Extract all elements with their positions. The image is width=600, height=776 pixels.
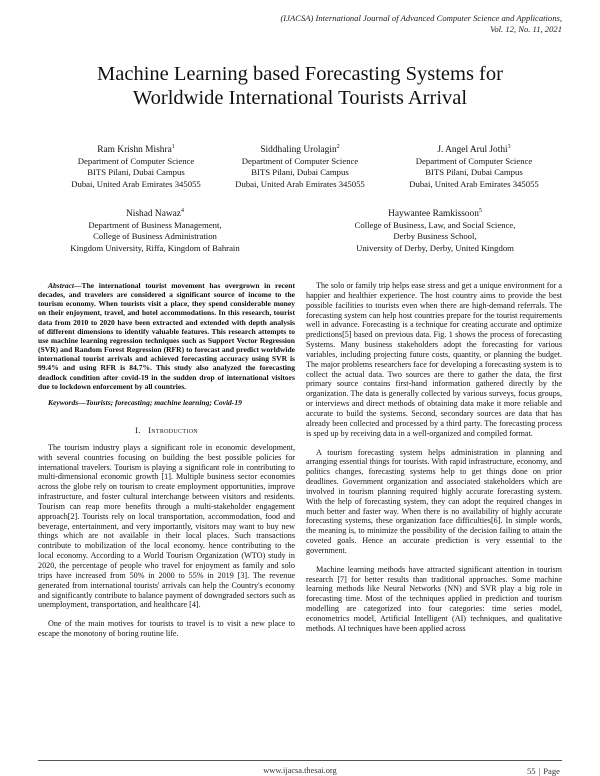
author-index: 1 <box>171 143 175 150</box>
author-address: Kingdom University, Riffa, Kingdom of Bahrain <box>70 242 240 253</box>
footer-rule <box>38 760 562 761</box>
keywords <box>38 398 295 407</box>
author-block-5 <box>310 209 560 254</box>
abstract-label: Abstract <box>48 281 74 290</box>
abstract <box>38 281 295 391</box>
author-index: 3 <box>507 143 511 150</box>
author-block-4 <box>30 209 280 254</box>
author-org: College of Business Administration <box>93 231 217 242</box>
author-index: 5 <box>478 207 482 214</box>
page-label: Page <box>543 766 560 776</box>
author-dept: Department of Business Management, <box>88 220 222 231</box>
journal-name: (IJACSA) International Journal of Advanced Computer Science and Applications, <box>280 13 562 23</box>
author-dept: Department of Computer Science <box>77 156 195 167</box>
journal-volume: Vol. 12, No. 11, 2021 <box>490 24 562 34</box>
author-block-3 <box>386 145 562 190</box>
paragraph: A tourism forecasting system helps administration in planning and arranging essential things for tourists. With rapid infrastructure, economy, and politics changes, forecasting systems help to get things done on prior deadlines. Government organization and associated stakeholders which are involved in tourism planning required highly accurate forecasting system. With the help of forecasting system, they can adopt the required changes in much better and faster way. When there is no availability of highly accurate forecasting systems, these organization face difficulties[6]. In simple words, the meaning is, to minimize the possibility of the decision failing to attain the coveted goals. Hence an accurate prediction is very essential to the government. <box>306 447 562 555</box>
author-dept: Department of Computer Science <box>415 156 533 167</box>
author-dept: Department of Computer Science <box>241 156 359 167</box>
page-number-value: 55 <box>526 766 536 776</box>
author-org: BITS Pilani, Dubai Campus <box>251 167 349 178</box>
author-org: BITS Pilani, Dubai Campus <box>425 167 523 178</box>
author-name: J. Angel Arul Jothi <box>437 145 508 155</box>
title-line-1: Machine Learning based Forecasting Systems for <box>97 63 503 85</box>
keywords-label: Keywords <box>48 397 79 407</box>
paragraph: One of the main motives for tourists to travel is to visit a new place to escape the monotony of boring routine life. <box>38 619 295 639</box>
author-index: 4 <box>180 207 184 214</box>
author-name: Haywantee Ramkissoon <box>388 209 479 219</box>
author-index: 2 <box>336 143 340 150</box>
section-title: Introduction <box>148 425 198 436</box>
section-heading <box>38 426 295 436</box>
author-name: Ram Krishn Mishra <box>97 145 172 155</box>
journal-header <box>222 13 562 35</box>
author-block-2 <box>222 145 378 190</box>
author-dept: College of Business, Law, and Social Science, <box>354 220 516 231</box>
keywords-text: —Tourists; forecasting; machine learning; Covid-19 <box>78 397 242 407</box>
paragraph: The tourism industry plays a significant role in economic development, with several countries focusing on building the best possible policies for international travelers. Tourism is playing a significant role in contributing to multi-dimensional economic growth [1]. Multiple business sector economies across the globe rely on tourism to create employment opportunities, improve infrastructure, and foster cultural interchange between visitors and residents. Tourism can reap more benefits through a multi-stakeholder engagement approach[2]. Tourists rely on local transportation, accommodation, food and beverage, entertainment, and very importantly, visitors may want to buy new things which are not available in their local places. Such transactions contribute to mobilization of the local economy. hence contributing to the local economy. According to a World Tourism Organization (WTO) study in 2020, the percentage of people who travel for enjoyment as family and solo trips have increased from 50% in 2000 to 55% in 2019 [3]. The revenue generated from international tourists' arrivals can help the Country's economy and significantly contribute to balance payment of downgraded sectors such as unemployment, transportation, and healthcare [4]. <box>38 442 295 610</box>
page-number <box>527 766 560 776</box>
author-address: Dubai, United Arab Emirates 345055 <box>235 178 365 189</box>
author-block-1 <box>58 145 214 190</box>
author-org: BITS Pilani, Dubai Campus <box>87 167 185 178</box>
author-org: Derby Business School, <box>393 231 477 242</box>
paragraph: Machine learning methods have attracted significant attention in tourism research [7] for better results than traditional approaches. Some machine learning methods like Neural Networks (NN) and SVR play a big role in forecasting time. Most of the techniques applied in prediction and tourism modelling are categorized into four categories: time series model, econometrics model, Artificial Intelligent (AI) techniques, and qualitative methods. AI techniques have been applied across <box>306 564 562 633</box>
author-name: Nishad Nawaz <box>126 209 181 219</box>
right-column <box>306 281 562 634</box>
author-address: University of Derby, Derby, United Kingdom <box>356 242 514 253</box>
title-line-2: Worldwide International Tourists Arrival <box>132 87 468 109</box>
author-address: Dubai, United Arab Emirates 345055 <box>409 178 539 189</box>
paragraph: The solo or family trip helps ease stress and get a unique environment for a happier and healthier experience. The host country aims to provide the best possible facilities to tourists even when there are high-demand referrals. The forecasting system can help host countries prepare for the tourist requirements well in advance. Forecasting is a technique for creating accurate and optimize predictions[5] based on previous data. Fig. 1 shows the process of forecasting Systems. Many business stakeholders adopt the forecasting for various variables, including projecting future costs, quantity, or planning the budget. The major problems researchers face for developing a forecasting system is to collect the actual data. Two sources are there to gather the data, the first primary source contains first-hand information gathered directly by the organization. The data is generally collected by various surveys, focus groups, or interviews and direct methods of obtaining data make it more reliable and accurate to build the systems. Second, secondary sources are data that has already been collected and processed by a third party. The forecasting process is sped up by receiving data in a well-organized and compiled format. <box>306 281 562 438</box>
author-address: Dubai, United Arab Emirates 345055 <box>71 178 201 189</box>
page-separator: | <box>538 766 541 776</box>
author-name: Siddhaling Urolagin <box>260 145 337 155</box>
paper-title <box>40 62 560 110</box>
section-number: I. <box>135 425 141 436</box>
footer-url[interactable]: www.ijacsa.thesai.org <box>263 766 337 775</box>
left-column <box>38 281 295 639</box>
abstract-text: —The international tourist movement has overgrown in recent decades, and travelers are considered a significant source of income to the tourism economy. When tourists visit a place, they spend considerable money on their enjoyment, travel, and hotel accommodations. In this research, tourist data from 2010 to 2020 have been extracted and extended with depth analysis of different dimensions to identify valuable features. This research attempts to use machine learning regression techniques such as Support Vector Regression (SVR) and Random Forest Regression (RFR) to forecast and predict worldwide international tourist arrivals and achieved forecasting accuracy using SVR is 99.4% and using RFR is 84.7%. This study also analyzed the forecasting deadlock condition after covid-19 in the sudden drop of international visitors due to lockdown enforcement by all countries. <box>38 281 295 391</box>
